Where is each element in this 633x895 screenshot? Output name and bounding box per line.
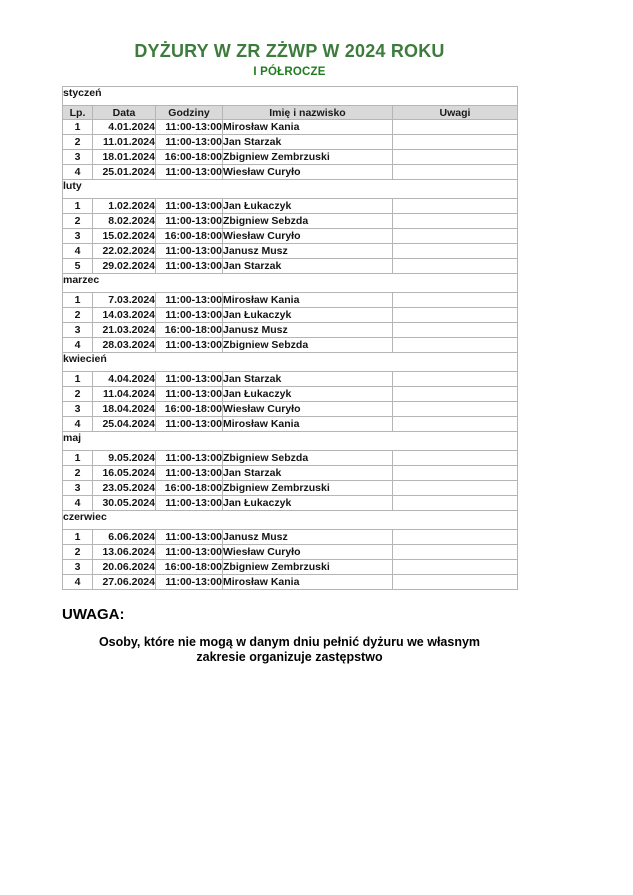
cell-lp: 1 — [63, 372, 93, 387]
schedule-row — [63, 372, 518, 387]
cell-lp: 4 — [63, 496, 93, 511]
uwaga-note-line-2: zakresie organizuje zastępstwo — [196, 649, 383, 664]
uwaga-note-line-1: Osoby, które nie mogą w danym dniu pełnić dyżuru we własnym — [98, 635, 481, 649]
cell-lp: 4 — [63, 417, 93, 432]
cell-person: Zbigniew Zembrzuski — [223, 150, 393, 165]
cell-hours: 16:00-18:00 — [156, 481, 223, 496]
schedule-table-body — [63, 87, 518, 590]
cell-hours: 16:00-18:00 — [156, 150, 223, 165]
cell-hours: 11:00-13:00 — [156, 545, 223, 560]
column-header-remarks: Uwagi — [393, 106, 518, 120]
cell-person: Wiesław Curyło — [223, 165, 393, 180]
cell-person: Mirosław Kania — [223, 417, 393, 432]
cell-hours: 11:00-13:00 — [156, 244, 223, 259]
cell-remarks — [393, 244, 518, 259]
cell-remarks — [393, 451, 518, 466]
schedule-row — [63, 545, 518, 560]
cell-hours: 11:00-13:00 — [156, 338, 223, 353]
cell-date: 11.01.2024 — [93, 135, 156, 150]
cell-person: Mirosław Kania — [223, 575, 393, 590]
cell-remarks — [393, 120, 518, 135]
month-header-row — [63, 180, 518, 199]
cell-lp: 1 — [63, 199, 93, 214]
cell-hours: 16:00-18:00 — [156, 323, 223, 338]
schedule-row — [63, 308, 518, 323]
cell-date: 4.04.2024 — [93, 372, 156, 387]
cell-hours: 11:00-13:00 — [156, 120, 223, 135]
cell-remarks — [393, 165, 518, 180]
cell-date: 18.04.2024 — [93, 402, 156, 417]
cell-remarks — [393, 199, 518, 214]
cell-hours: 11:00-13:00 — [156, 387, 223, 402]
cell-person: Mirosław Kania — [223, 120, 393, 135]
schedule-row — [63, 259, 518, 274]
cell-lp: 3 — [63, 560, 93, 575]
cell-date: 1.02.2024 — [93, 199, 156, 214]
cell-lp: 3 — [63, 402, 93, 417]
column-header-date: Data — [93, 106, 156, 120]
cell-person: Wiesław Curyło — [223, 402, 393, 417]
cell-date: 29.02.2024 — [93, 259, 156, 274]
uwaga-note — [62, 635, 517, 665]
cell-lp: 3 — [63, 323, 93, 338]
cell-remarks — [393, 481, 518, 496]
cell-hours: 11:00-13:00 — [156, 293, 223, 308]
cell-remarks — [393, 293, 518, 308]
month-name: kwiecień — [63, 353, 518, 372]
cell-person: Jan Starzak — [223, 135, 393, 150]
cell-remarks — [393, 229, 518, 244]
schedule-row — [63, 165, 518, 180]
cell-date: 14.03.2024 — [93, 308, 156, 323]
cell-hours: 11:00-13:00 — [156, 214, 223, 229]
cell-person: Wiesław Curyło — [223, 545, 393, 560]
cell-remarks — [393, 417, 518, 432]
cell-lp: 4 — [63, 244, 93, 259]
schedule-row — [63, 229, 518, 244]
cell-remarks — [393, 496, 518, 511]
cell-date: 25.04.2024 — [93, 417, 156, 432]
uwaga-heading: UWAGA: — [62, 606, 125, 623]
cell-lp: 1 — [63, 293, 93, 308]
month-name: maj — [63, 432, 518, 451]
cell-hours: 11:00-13:00 — [156, 199, 223, 214]
cell-hours: 11:00-13:00 — [156, 575, 223, 590]
cell-hours: 11:00-13:00 — [156, 496, 223, 511]
cell-date: 7.03.2024 — [93, 293, 156, 308]
cell-remarks — [393, 530, 518, 545]
cell-person: Janusz Musz — [223, 244, 393, 259]
cell-hours: 11:00-13:00 — [156, 259, 223, 274]
cell-date: 4.01.2024 — [93, 120, 156, 135]
schedule-row — [63, 293, 518, 308]
month-header-row — [63, 511, 518, 530]
cell-date: 13.06.2024 — [93, 545, 156, 560]
cell-hours: 11:00-13:00 — [156, 451, 223, 466]
cell-person: Janusz Musz — [223, 530, 393, 545]
cell-hours: 11:00-13:00 — [156, 165, 223, 180]
cell-date: 8.02.2024 — [93, 214, 156, 229]
schedule-row — [63, 575, 518, 590]
cell-remarks — [393, 323, 518, 338]
cell-lp: 3 — [63, 481, 93, 496]
month-header-row — [63, 432, 518, 451]
cell-date: 15.02.2024 — [93, 229, 156, 244]
cell-hours: 11:00-13:00 — [156, 417, 223, 432]
cell-lp: 2 — [63, 135, 93, 150]
column-header-row — [63, 106, 518, 120]
document-content — [62, 0, 517, 665]
column-header-hours: Godziny — [156, 106, 223, 120]
cell-lp: 1 — [63, 120, 93, 135]
schedule-row — [63, 417, 518, 432]
month-header-row — [63, 274, 518, 293]
schedule-row — [63, 135, 518, 150]
cell-person: Mirosław Kania — [223, 293, 393, 308]
cell-remarks — [393, 214, 518, 229]
cell-remarks — [393, 575, 518, 590]
cell-lp: 2 — [63, 387, 93, 402]
cell-date: 18.01.2024 — [93, 150, 156, 165]
cell-hours: 11:00-13:00 — [156, 372, 223, 387]
schedule-row — [63, 560, 518, 575]
column-header-person: Imię i nazwisko — [223, 106, 393, 120]
cell-lp: 4 — [63, 575, 93, 590]
schedule-row — [63, 338, 518, 353]
schedule-row — [63, 214, 518, 229]
cell-remarks — [393, 545, 518, 560]
cell-hours: 11:00-13:00 — [156, 466, 223, 481]
month-name: marzec — [63, 274, 518, 293]
cell-person: Jan Łukaczyk — [223, 308, 393, 323]
schedule-row — [63, 387, 518, 402]
cell-date: 21.03.2024 — [93, 323, 156, 338]
cell-hours: 16:00-18:00 — [156, 560, 223, 575]
duty-schedule-table — [62, 86, 518, 590]
cell-remarks — [393, 338, 518, 353]
cell-date: 28.03.2024 — [93, 338, 156, 353]
cell-date: 11.04.2024 — [93, 387, 156, 402]
cell-remarks — [393, 560, 518, 575]
cell-remarks — [393, 402, 518, 417]
page-subtitle: I PÓŁROCZE — [253, 66, 326, 78]
cell-hours: 11:00-13:00 — [156, 308, 223, 323]
schedule-row — [63, 120, 518, 135]
cell-person: Wiesław Curyło — [223, 229, 393, 244]
cell-person: Janusz Musz — [223, 323, 393, 338]
cell-person: Jan Starzak — [223, 259, 393, 274]
cell-person: Zbigniew Zembrzuski — [223, 481, 393, 496]
cell-person: Zbigniew Zembrzuski — [223, 560, 393, 575]
cell-person: Jan Starzak — [223, 372, 393, 387]
month-name: luty — [63, 180, 518, 199]
month-name: czerwiec — [63, 511, 518, 530]
cell-lp: 2 — [63, 308, 93, 323]
cell-remarks — [393, 150, 518, 165]
schedule-row — [63, 244, 518, 259]
schedule-row — [63, 481, 518, 496]
cell-person: Jan Łukaczyk — [223, 496, 393, 511]
cell-lp: 5 — [63, 259, 93, 274]
cell-date: 22.02.2024 — [93, 244, 156, 259]
cell-lp: 2 — [63, 545, 93, 560]
cell-date: 27.06.2024 — [93, 575, 156, 590]
cell-remarks — [393, 466, 518, 481]
cell-date: 9.05.2024 — [93, 451, 156, 466]
cell-remarks — [393, 259, 518, 274]
cell-date: 23.05.2024 — [93, 481, 156, 496]
cell-remarks — [393, 308, 518, 323]
schedule-row — [63, 530, 518, 545]
schedule-row — [63, 402, 518, 417]
page-title: DYŻURY W ZR ZŻWP W 2024 ROKU — [134, 41, 445, 61]
cell-lp: 4 — [63, 338, 93, 353]
cell-person: Jan Starzak — [223, 466, 393, 481]
cell-date: 25.01.2024 — [93, 165, 156, 180]
cell-person: Zbigniew Sebzda — [223, 214, 393, 229]
month-header-row — [63, 353, 518, 372]
cell-person: Jan Łukaczyk — [223, 199, 393, 214]
cell-hours: 16:00-18:00 — [156, 229, 223, 244]
cell-remarks — [393, 135, 518, 150]
schedule-row — [63, 323, 518, 338]
schedule-row — [63, 150, 518, 165]
cell-lp: 2 — [63, 466, 93, 481]
schedule-row — [63, 199, 518, 214]
cell-date: 30.05.2024 — [93, 496, 156, 511]
cell-person: Jan Łukaczyk — [223, 387, 393, 402]
cell-lp: 3 — [63, 229, 93, 244]
cell-hours: 11:00-13:00 — [156, 530, 223, 545]
cell-date: 16.05.2024 — [93, 466, 156, 481]
schedule-row — [63, 466, 518, 481]
month-header-row — [63, 87, 518, 106]
month-name: styczeń — [63, 87, 518, 106]
cell-lp: 3 — [63, 150, 93, 165]
cell-remarks — [393, 387, 518, 402]
schedule-row — [63, 451, 518, 466]
schedule-row — [63, 496, 518, 511]
cell-lp: 4 — [63, 165, 93, 180]
cell-date: 20.06.2024 — [93, 560, 156, 575]
cell-person: Zbigniew Sebzda — [223, 338, 393, 353]
cell-hours: 16:00-18:00 — [156, 402, 223, 417]
cell-lp: 1 — [63, 530, 93, 545]
cell-person: Zbigniew Sebzda — [223, 451, 393, 466]
column-header-lp: Lp. — [63, 106, 93, 120]
cell-lp: 1 — [63, 451, 93, 466]
cell-remarks — [393, 372, 518, 387]
cell-lp: 2 — [63, 214, 93, 229]
cell-hours: 11:00-13:00 — [156, 135, 223, 150]
cell-date: 6.06.2024 — [93, 530, 156, 545]
